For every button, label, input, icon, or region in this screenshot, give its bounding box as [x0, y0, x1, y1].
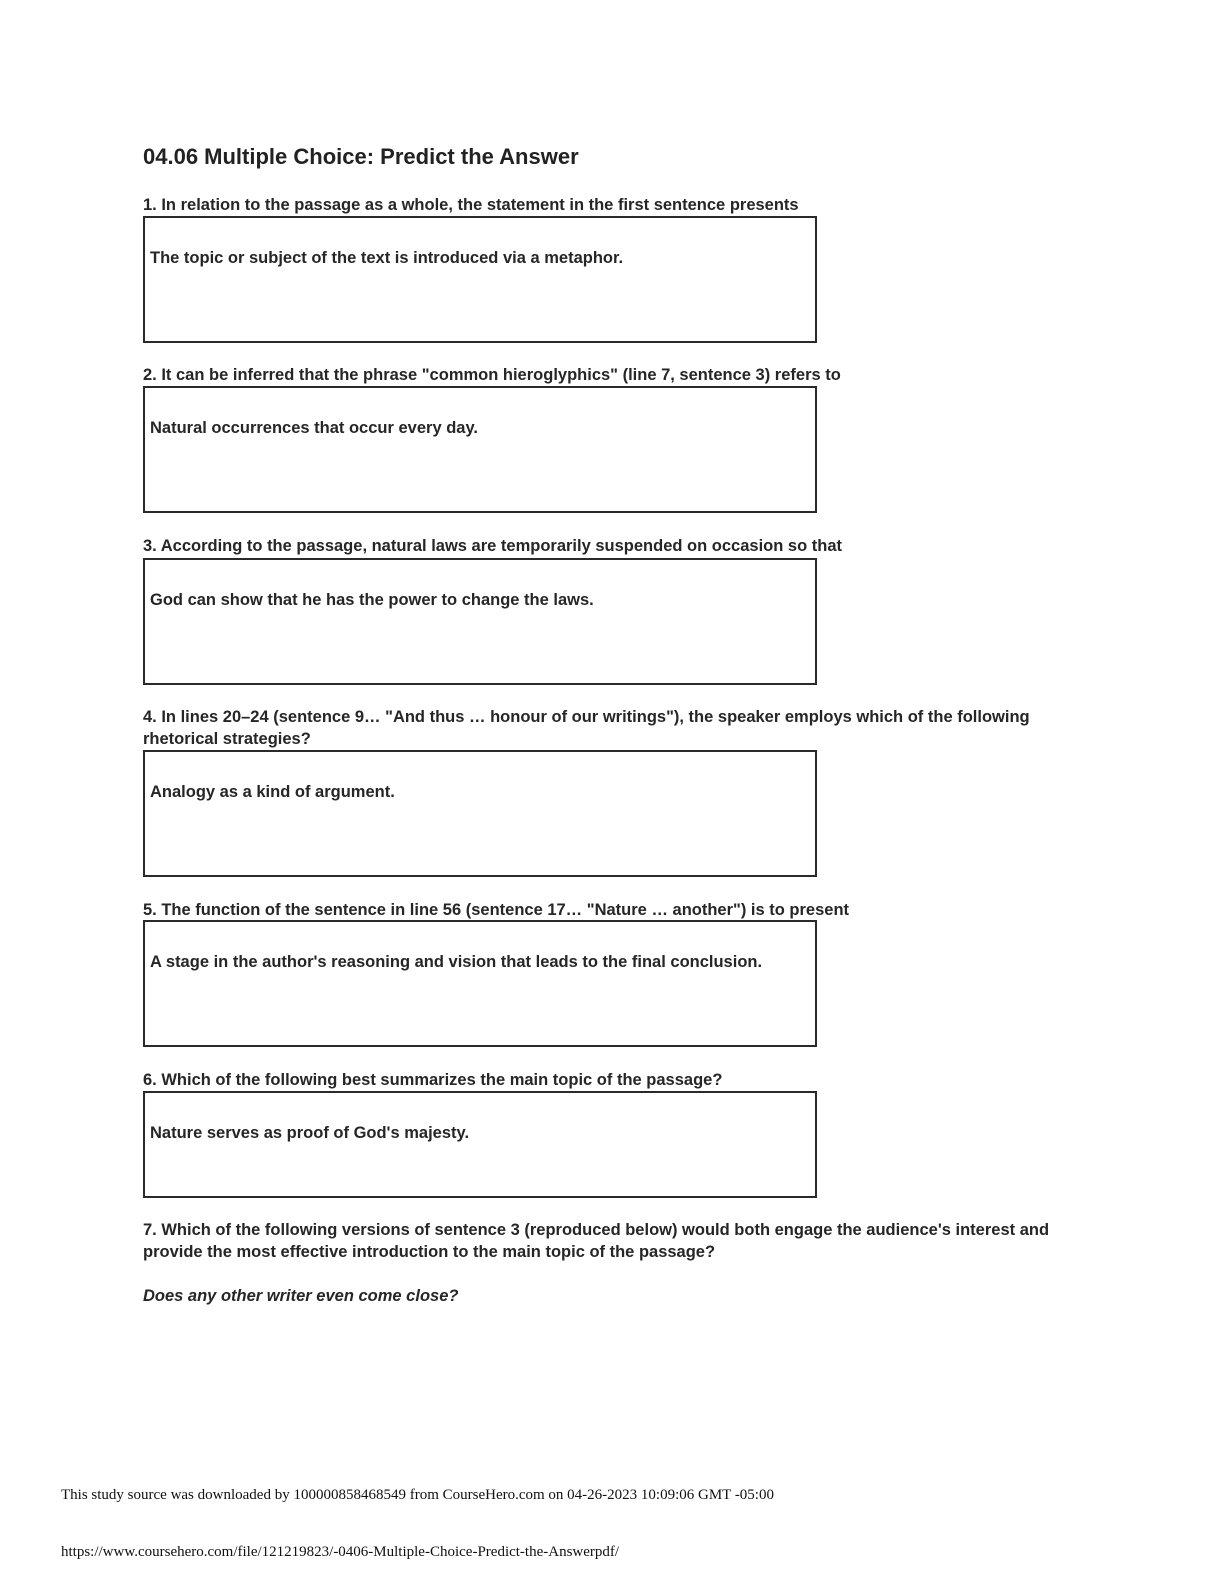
question-3-prompt: 3. According to the passage, natural laws are temporarily suspended on occasion so that	[143, 537, 842, 555]
question-3-answer: God can show that he has the power to change the laws.	[150, 591, 594, 609]
question-4-prompt: 4. In lines 20–24 (sentence 9… "And thus … honour of our writings"), the speaker employs which of the following rhetorical strategies?	[143, 708, 1030, 748]
question-1-answer: The topic or subject of the text is introduced via a metaphor.	[150, 249, 624, 267]
question-6-answer: Nature serves as proof of God's majesty.	[150, 1124, 470, 1142]
question-4-answer: Analogy as a kind of argument.	[150, 783, 395, 801]
question-5-prompt: 5. The function of the sentence in line 56 (sentence 17… "Nature … another") is to present	[143, 901, 850, 919]
question-2-answer-box	[143, 386, 817, 513]
question-4-answer-box	[143, 750, 817, 877]
download-notice: This study source was downloaded by 100000858468549 from CourseHero.com on 04-26-2023 10:09:06 GMT -05:00	[61, 1487, 774, 1503]
question-7-prompt: 7. Which of the following versions of sentence 3 (reproduced below) would both engage the audience's interest and provide the most effective introduction to the main topic of the passage?	[143, 1221, 1050, 1261]
question-6-prompt: 6. Which of the following best summarizes the main topic of the passage?	[143, 1071, 723, 1089]
source-url: https://www.coursehero.com/file/121219823/-0406-Multiple-Choice-Predict-the-Answerpdf/	[61, 1544, 620, 1560]
question-2-answer: Natural occurrences that occur every day.	[150, 419, 479, 437]
page-title: 04.06 Multiple Choice: Predict the Answer	[143, 144, 579, 169]
question-1-answer-box	[143, 216, 817, 343]
question-6-answer-box	[143, 1091, 817, 1198]
question-2-prompt: 2. It can be inferred that the phrase "common hieroglyphics" (line 7, sentence 3) refers to	[143, 366, 841, 384]
question-5-answer: A stage in the author's reasoning and vision that leads to the final conclusion.	[150, 953, 763, 971]
question-1-prompt: 1. In relation to the passage as a whole, the statement in the first sentence presents	[143, 196, 799, 214]
question-3-answer-box	[143, 558, 817, 685]
question-5-answer-box	[143, 920, 817, 1047]
question-7-quoted-sentence: Does any other writer even come close?	[143, 1287, 459, 1305]
